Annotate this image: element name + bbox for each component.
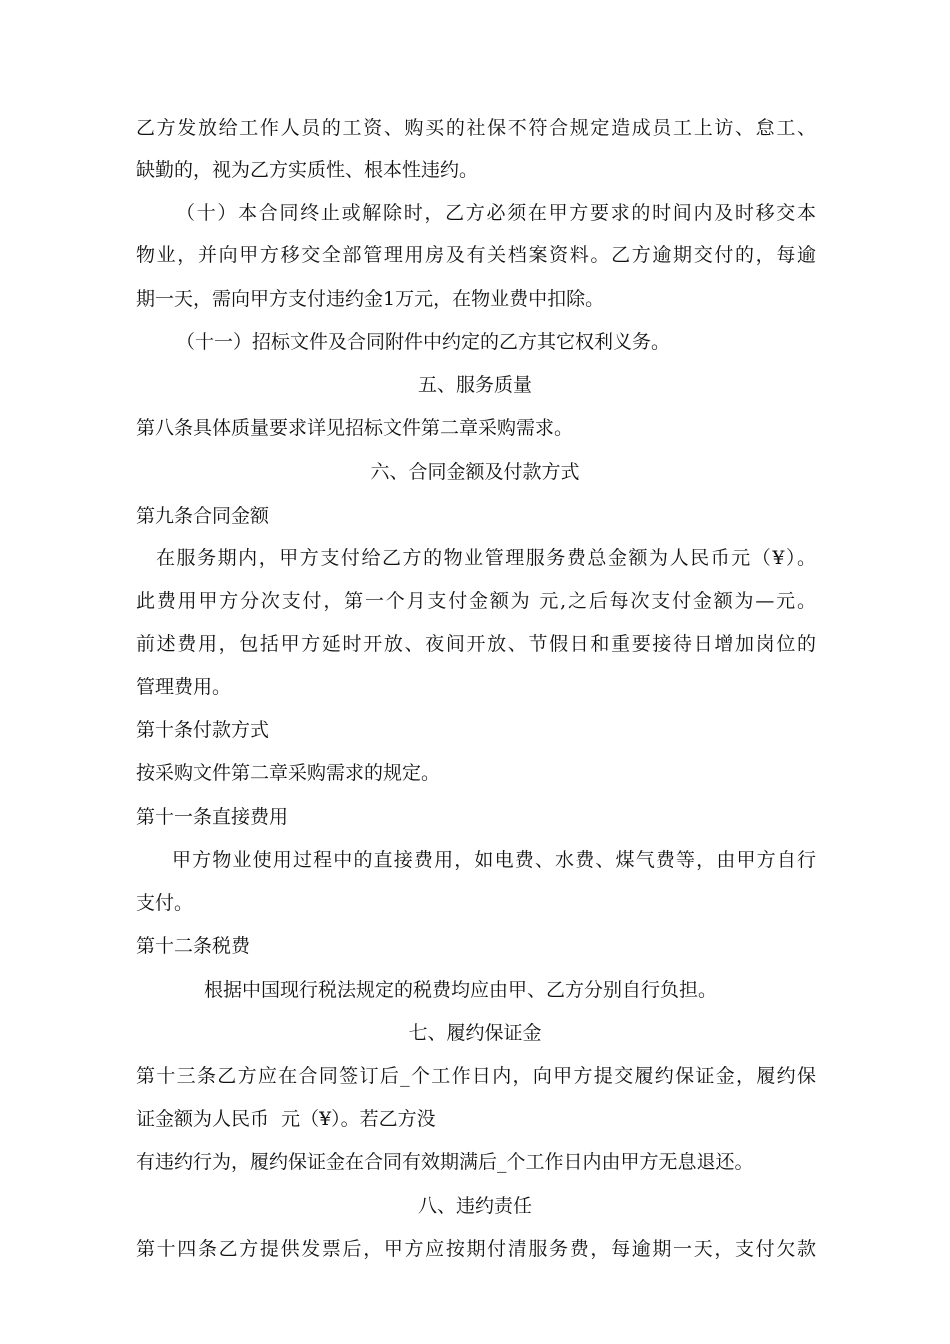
paragraph-line: 物业，并向甲方移交全部管理用房及有关档案资料。乙方逾期交付的，每逾 — [136, 244, 816, 266]
paragraph-line: 第八条具体质量要求详见招标文件第二章采购需求。 — [136, 417, 574, 439]
section-heading: 八、违约责任 — [417, 1195, 532, 1217]
paragraph-line: 在服务期内，甲方支付给乙方的物业管理服务费总金额为人民币元（¥）。 — [156, 547, 816, 569]
article-title: 第九条合同金额 — [136, 505, 270, 527]
section-heading: 五、服务质量 — [417, 374, 532, 396]
article-title: 第十一条直接费用 — [136, 806, 289, 828]
paragraph-line: 管理费用。 — [136, 676, 232, 698]
article-title: 第十二条税费 — [136, 935, 251, 957]
paragraph-line: 有违约行为，履约保证金在合同有效期满后_个工作日内由甲方无息退还。 — [136, 1151, 754, 1173]
article-title: 第十条付款方式 — [136, 719, 270, 741]
paragraph-line: 证金额为人民币 元（¥）。若乙方没 — [136, 1108, 436, 1130]
paragraph-line: 根据中国现行税法规定的税费均应由甲、乙方分别自行负担。 — [204, 979, 718, 1001]
section-heading: 六、合同金额及付款方式 — [370, 461, 580, 483]
paragraph-line: 乙方发放给工作人员的工资、购买的社保不符合规定造成员工上访、怠工、 — [136, 117, 816, 139]
paragraph-line: 第十四条乙方提供发票后，甲方应按期付清服务费，每逾期一天，支付欠款 — [136, 1238, 816, 1260]
paragraph-line: 期一天，需向甲方支付违约金1万元，在物业费中扣除。 — [136, 288, 605, 310]
paragraph-line: 第十三条乙方应在合同签订后_个工作日内，向甲方提交履约保证金，履约保 — [136, 1065, 816, 1087]
paragraph-line: 缺勤的，视为乙方实质性、根本性违约。 — [136, 159, 479, 181]
paragraph-line: 支付。 — [136, 892, 194, 914]
paragraph-line: 前述费用，包括甲方延时开放、夜间开放、节假日和重要接待日增加岗位的 — [136, 633, 816, 655]
paragraph-line: 此费用甲方分次支付，第一个月支付金额为 元,之后每次支付金额为—元。 — [136, 590, 816, 612]
section-heading: 七、履约保证金 — [408, 1022, 542, 1044]
paragraph-line: 甲方物业使用过程中的直接费用，如电费、水费、煤气费等，由甲方自行 — [172, 849, 816, 871]
paragraph-line: （十一）招标文件及合同附件中约定的乙方其它权利义务。 — [176, 331, 671, 353]
paragraph-line: 按采购文件第二章采购需求的规定。 — [136, 762, 441, 784]
paragraph-line: （十）本合同终止或解除时，乙方必须在甲方要求的时间内及时移交本 — [176, 202, 816, 224]
